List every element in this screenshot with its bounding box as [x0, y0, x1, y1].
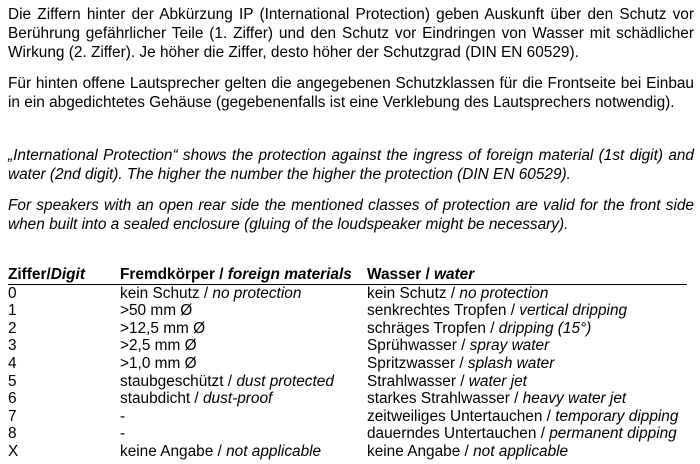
cell-foreign-de: -	[120, 407, 126, 425]
cell-foreign-en: not applicable	[226, 442, 322, 460]
cell-foreign-materials	[120, 425, 367, 443]
header-digit	[8, 266, 120, 284]
table-row	[8, 390, 687, 408]
cell-foreign-en: dust-proof	[203, 390, 273, 408]
cell-foreign-materials	[120, 408, 367, 426]
cell-foreign-de: staubgeschützt /	[120, 372, 237, 390]
paragraph-de-ip-definition: Die Ziffern hinter der Abkürzung IP (International Protection) geben Auskunft über den Schutz vor Berührung gefährlicher Teile (1. Ziffer) und den Schutz vor Eindringen von Wasser mit schädlicher Wirkung (2. Ziffer). Je höher die Ziffer, desto höher der Schutzgrad (DIN EN 60529).	[8, 6, 694, 61]
cell-water-en: vertical dripping	[519, 302, 628, 320]
cell-water-en: temporary dipping	[555, 407, 679, 425]
cell-foreign-en: dust protected	[236, 372, 334, 390]
cell-water-en: water jet	[468, 372, 527, 390]
cell-water	[367, 408, 687, 426]
cell-water-de: senkrechtes Tropfen /	[367, 302, 520, 320]
table-row	[8, 337, 687, 355]
table-row	[8, 373, 687, 391]
cell-digit: X	[8, 442, 19, 460]
header-foreign-de: Fremdkörper /	[120, 266, 228, 283]
cell-water-de: Sprühwasser /	[367, 337, 470, 355]
cell-water	[367, 284, 687, 302]
cell-water	[367, 425, 687, 443]
cell-foreign-materials	[120, 337, 367, 355]
cell-water-en: no protection	[459, 284, 549, 302]
table-row	[8, 302, 687, 320]
cell-water-en: dripping (15°)	[498, 319, 592, 337]
cell-digit: 7	[8, 407, 17, 425]
ip-protection-table	[8, 266, 687, 461]
cell-water-de: schräges Tropfen /	[367, 319, 499, 337]
cell-foreign-de: staubdicht /	[120, 390, 203, 408]
cell-water	[367, 443, 687, 461]
header-water-de: Wasser /	[367, 266, 435, 283]
table-row	[8, 284, 687, 302]
table-row	[8, 443, 687, 461]
cell-foreign-de: keine Angabe /	[120, 442, 227, 460]
cell-water-en: splash water	[467, 354, 555, 372]
table-header-row	[8, 266, 687, 284]
cell-foreign-materials	[120, 443, 367, 461]
cell-foreign-en: no protection	[212, 284, 302, 302]
cell-water	[367, 337, 687, 355]
header-foreign-materials	[120, 266, 367, 284]
cell-foreign-de: >2,5 mm Ø	[120, 337, 197, 355]
header-water	[367, 266, 687, 284]
cell-water-de: kein Schutz /	[367, 284, 460, 302]
cell-water-de: zeitweiliges Untertauchen /	[367, 407, 556, 425]
cell-water-en: heavy water jet	[522, 390, 627, 408]
table-row	[8, 355, 687, 373]
header-digit-de: Ziffer/	[8, 266, 51, 283]
cell-digit: 5	[8, 372, 17, 390]
cell-water	[367, 320, 687, 338]
cell-digit: 2	[8, 319, 17, 337]
table-row	[8, 408, 687, 426]
cell-foreign-de: -	[120, 425, 126, 443]
cell-digit: 6	[8, 390, 17, 408]
cell-foreign-de: >50 mm Ø	[120, 302, 193, 320]
cell-water	[367, 302, 687, 320]
cell-digit: 1	[8, 302, 17, 320]
cell-foreign-de: kein Schutz /	[120, 284, 213, 302]
cell-water	[367, 373, 687, 391]
paragraph-en-ip-definition: „International Protection“ shows the protection against the ingress of foreign material (1st digit) and water (2nd digit). The higher the number the higher the protection (DIN EN 60529).	[8, 147, 694, 183]
paragraph-de-open-rear-speakers: Für hinten offene Lautsprecher gelten die angegebenen Schutzklassen für die Frontseite bei Einbau in ein abgedichtetes Gehäuse (gegebenenfalls ist eine Verklebung des Lautsprechers notwendig).	[8, 75, 694, 111]
cell-foreign-de: >1,0 mm Ø	[120, 354, 197, 372]
table-row	[8, 320, 687, 338]
cell-water-de: starkes Strahlwasser /	[367, 390, 523, 408]
cell-foreign-materials	[120, 390, 367, 408]
cell-foreign-de: >12,5 mm Ø	[120, 319, 206, 337]
cell-water-en: spray water	[469, 337, 550, 355]
cell-digit: 8	[8, 425, 17, 443]
cell-foreign-materials	[120, 320, 367, 338]
cell-water	[367, 390, 687, 408]
cell-foreign-materials	[120, 302, 367, 320]
cell-water-de: Strahlwasser /	[367, 372, 469, 390]
cell-water	[367, 355, 687, 373]
header-foreign-en: foreign materials	[227, 266, 352, 283]
cell-water-de: Spritzwasser /	[367, 354, 468, 372]
cell-foreign-materials	[120, 373, 367, 391]
paragraph-en-open-rear-speakers: For speakers with an open rear side the mentioned classes of protection are valid for the front side when built into a sealed enclosure (gluing of the loudspeaker might be necessary).	[8, 197, 694, 233]
cell-water-de: keine Angabe /	[367, 442, 474, 460]
header-water-en: water	[434, 266, 475, 283]
cell-digit: 3	[8, 337, 17, 355]
cell-digit: 0	[8, 284, 17, 302]
cell-water-en: not applicable	[473, 442, 569, 460]
header-digit-en: Digit	[50, 266, 85, 283]
cell-water-de: dauerndes Untertauchen /	[367, 425, 550, 443]
cell-foreign-materials	[120, 355, 367, 373]
cell-digit: 4	[8, 354, 17, 372]
table-body	[8, 284, 687, 460]
table-row	[8, 425, 687, 443]
cell-foreign-materials	[120, 284, 367, 302]
cell-water-en: permanent dipping	[549, 425, 677, 443]
